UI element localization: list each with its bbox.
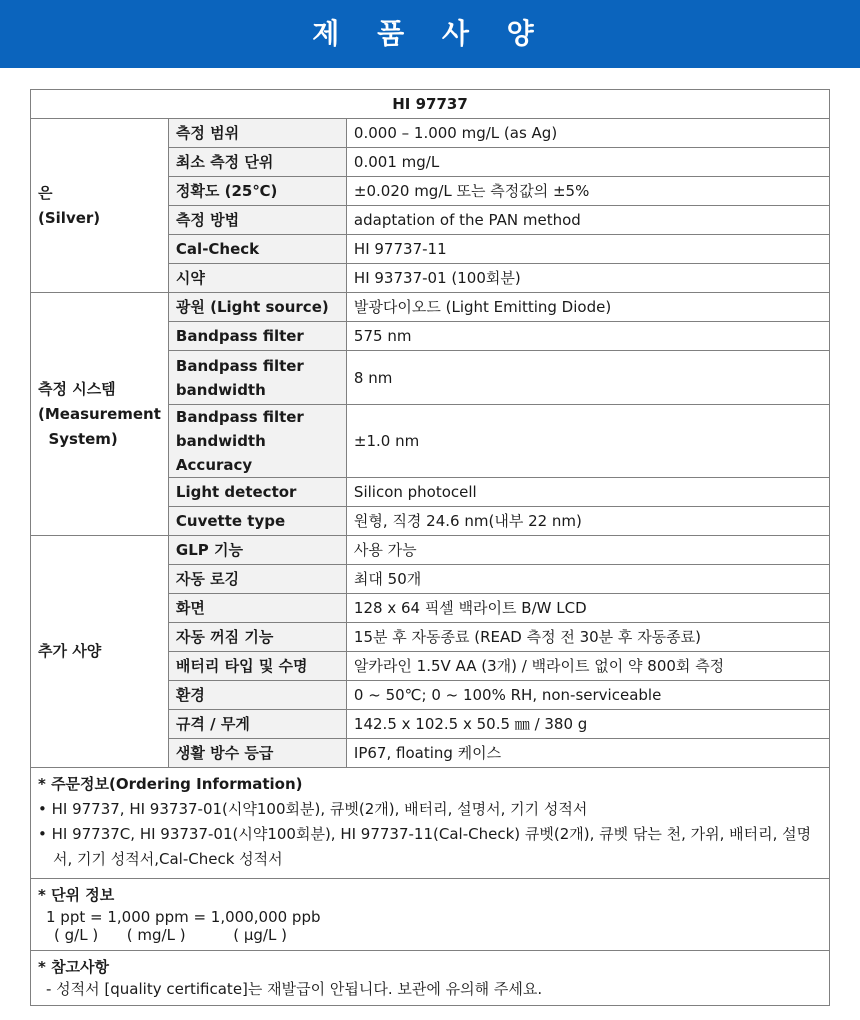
spec-label: 정확도 (25℃)	[168, 177, 346, 206]
category-measurement-system	[31, 293, 169, 536]
spec-value: ±0.020 mg/L 또는 측정값의 ±5%	[346, 177, 829, 206]
spec-label: 환경	[168, 681, 346, 710]
spec-row	[31, 119, 830, 148]
notes-title: * 참고사항	[38, 958, 110, 976]
category-silver	[31, 119, 169, 293]
category-line: 추가 사양	[38, 642, 102, 660]
ordering-info-row	[31, 768, 830, 879]
spec-label-line: Bandpass filter	[175, 356, 304, 375]
spec-label: GLP 기능	[168, 536, 346, 565]
spec-value: 0 ~ 50℃; 0 ~ 100% RH, non-serviceable	[346, 681, 829, 710]
spec-value: 알카라인 1.5V AA (3개) / 백라이트 없이 약 800회 측정	[346, 652, 829, 681]
spec-value: HI 97737-11	[346, 235, 829, 264]
spec-label: Bandpass filter	[168, 322, 346, 351]
spec-value: 128 x 64 픽셀 백라이트 B/W LCD	[346, 594, 829, 623]
model-number: HI 97737	[31, 90, 830, 119]
spec-label: Light detector	[168, 478, 346, 507]
category-additional-specs	[31, 536, 169, 768]
notes	[31, 951, 830, 1006]
spec-value: 발광다이오드 (Light Emitting Diode)	[346, 293, 829, 322]
spec-label-line: Bandpass filter	[175, 408, 304, 426]
ordering-item: • HI 97737, HI 93737-01(시약100회분), 큐벳(2개), 배터리, 설명서, 기기 성적서	[38, 800, 588, 818]
spec-label: 화면	[168, 594, 346, 623]
spec-value: adaptation of the PAN method	[346, 206, 829, 235]
spec-label: 생활 방수 등급	[168, 739, 346, 768]
spec-label: Cal-Check	[168, 235, 346, 264]
spec-label-line: bandwidth Accuracy	[175, 432, 266, 474]
category-line: (Silver)	[38, 208, 101, 227]
unit-conversion: 1 ppt = 1,000 ppm = 1,000,000 ppb	[46, 908, 321, 926]
spec-label: 최소 측정 단위	[168, 148, 346, 177]
spec-label	[168, 405, 346, 478]
spec-label: 측정 범위	[168, 119, 346, 148]
spec-value: 142.5 x 102.5 x 50.5 ㎜ / 380 g	[346, 710, 829, 739]
spec-table	[30, 89, 830, 1006]
spec-row	[31, 293, 830, 322]
ordering-info	[31, 768, 830, 879]
category-line: 측정 시스템	[38, 379, 116, 398]
unit-info	[31, 879, 830, 951]
spec-label: Cuvette type	[168, 507, 346, 536]
spec-label-line: bandwidth	[175, 380, 266, 399]
spec-value: 0.000 – 1.000 mg/L (as Ag)	[346, 119, 829, 148]
spec-label: 배터리 타입 및 수명	[168, 652, 346, 681]
page-title-banner	[0, 0, 860, 68]
spec-value: HI 93737-01 (100회분)	[346, 264, 829, 293]
model-row	[31, 90, 830, 119]
spec-value: 최대 50개	[346, 565, 829, 594]
notes-line: - 성적서 [quality certificate]는 재발급이 안됩니다. 보관에 유의해 주세요.	[46, 980, 543, 998]
spec-label: 규격 / 무게	[168, 710, 346, 739]
unit-conversion-sub: ( g/L ) ( mg/L ) ( μg/L )	[54, 926, 287, 944]
category-line: (Measurement	[38, 404, 161, 423]
unit-info-row	[31, 879, 830, 951]
spec-value: 575 nm	[346, 322, 829, 351]
spec-value: 원형, 직경 24.6 nm(내부 22 nm)	[346, 507, 829, 536]
spec-value: 8 nm	[346, 351, 829, 405]
spec-value: Silicon photocell	[346, 478, 829, 507]
spec-value: 15분 후 자동종료 (READ 측정 전 30분 후 자동종료)	[346, 623, 829, 652]
spec-label: 자동 로깅	[168, 565, 346, 594]
unit-info-title: * 단위 정보	[38, 886, 115, 904]
category-line: 은	[38, 183, 53, 202]
category-line: System)	[38, 429, 118, 448]
spec-label: 시약	[168, 264, 346, 293]
page-title: 제 품 사 양	[312, 17, 548, 50]
spec-value: ±1.0 nm	[346, 405, 829, 478]
spec-label: 자동 꺼짐 기능	[168, 623, 346, 652]
spec-label	[168, 351, 346, 405]
notes-row	[31, 951, 830, 1006]
ordering-item: • HI 97737C, HI 93737-01(시약100회분), HI 97737-11(Cal-Check) 큐벳(2개), 큐벳 닦는 천, 가위, 배터리, 설명서, 기기 성적서,Cal-Check 성적서	[38, 825, 812, 868]
spec-value: IP67, floating 케이스	[346, 739, 829, 768]
spec-label: 측정 방법	[168, 206, 346, 235]
ordering-info-title: * 주문정보(Ordering Information)	[38, 775, 303, 793]
spec-value: 사용 가능	[346, 536, 829, 565]
spec-value: 0.001 mg/L	[346, 148, 829, 177]
spec-label: 광원 (Light source)	[168, 293, 346, 322]
spec-row	[31, 536, 830, 565]
